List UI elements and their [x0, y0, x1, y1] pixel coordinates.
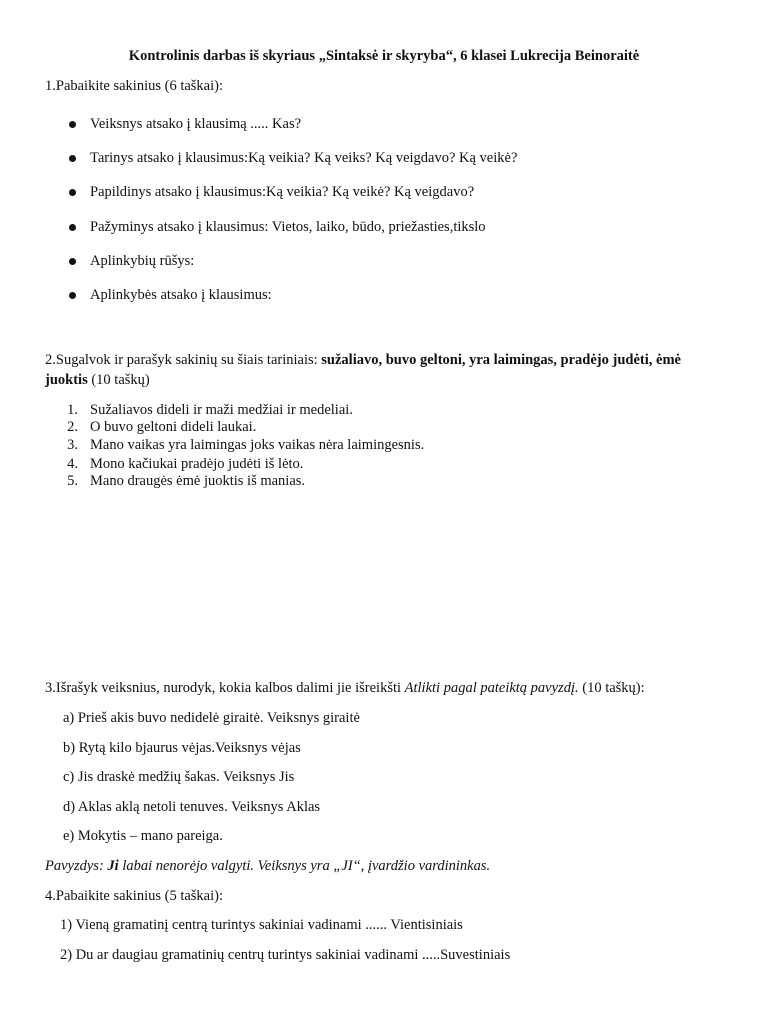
list-item: a) Prieš akis buvo nedidelė giraitė. Veiksnys giraitė [63, 710, 360, 726]
list-item-text: Aplinkybių rūšys: [90, 253, 195, 269]
task2-points: (10 taškų) [87, 372, 150, 388]
bullet-icon [69, 189, 76, 196]
list-item-text: Sužaliavos dideli ir maži medžiai ir medeliai. [90, 402, 353, 418]
task4-heading: 4.Pabaikite sakinius (5 taškai): [45, 888, 223, 904]
list-number: 4. [67, 456, 78, 472]
list-item: e) Mokytis – mano pareiga. [63, 828, 223, 844]
example-subject: Ji [107, 858, 119, 874]
list-number: 3. [67, 437, 78, 453]
list-item-text: Pažyminys atsako į klausimus: Vietos, laiko, būdo, priežasties,tikslo [90, 219, 486, 235]
bullet-icon [69, 292, 76, 299]
task3-instruction: Atlikti pagal pateiktą pavyzdį. [404, 680, 579, 696]
list-item-text: Tarinys atsako į klausimus:Ką veikia? Ką veiks? Ką veigdavo? Ką veikė? [90, 150, 518, 166]
task2-heading [45, 352, 681, 369]
list-item-text: Papildinys atsako į klausimus:Ką veikia? Ką veikė? Ką veigdavo? [90, 184, 475, 200]
task3-heading [45, 680, 645, 697]
list-item: 2) Du ar daugiau gramatinių centrų turintys sakiniai vadinami .....Suvestiniais [60, 947, 511, 963]
task1-heading: 1.Pabaikite sakinius (6 taškai): [45, 78, 223, 94]
list-item-text: Veiksnys atsako į klausimą ..... Kas? [90, 116, 302, 132]
bullet-icon [69, 224, 76, 231]
list-number: 5. [67, 473, 78, 489]
bullet-icon [69, 155, 76, 162]
bullet-icon [69, 258, 76, 265]
list-item-text: Mono kačiukai pradėjo judėti iš lėto. [90, 456, 304, 472]
task2-heading-line2 [45, 372, 150, 389]
list-item: 1) Vieną gramatinį centrą turintys sakiniai vadinami ...... Vientisiniais [60, 917, 463, 933]
task3-heading-text: 3.Išrašyk veiksnius, nurodyk, kokia kalbos dalimi jie išreikšti [45, 680, 405, 696]
list-item-text: Aplinkybės atsako į klausimus: [90, 287, 272, 303]
task2-predicates: sužaliavo, buvo geltoni, yra laimingas, pradėjo judėti, ėmė [321, 352, 681, 368]
task3-example [45, 858, 490, 875]
list-number: 2. [67, 419, 78, 435]
task3-points: (10 taškų): [578, 680, 645, 696]
list-item-text: O buvo geltoni dideli laukai. [90, 419, 257, 435]
list-item-text: Mano vaikas yra laimingas joks vaikas nėra laimingesnis. [90, 437, 425, 453]
page-title: Kontrolinis darbas iš skyriaus „Sintaksė ir skyryba“, 6 klasei Lukrecija Beinoraitė [128, 48, 640, 64]
list-item-text: Mano draugės ėmė juoktis iš manias. [90, 473, 306, 489]
task2-heading-text: 2.Sugalvok ir parašyk sakinių su šiais tariniais: [45, 352, 322, 368]
list-item: b) Rytą kilo bjaurus vėjas.Veiksnys vėjas [63, 740, 301, 756]
list-item: d) Aklas aklą netoli tenuves. Veiksnys Aklas [63, 799, 321, 815]
example-label: Pavyzdys: [45, 858, 108, 874]
example-text: labai nenorėjo valgyti. Veiksnys yra „JI“, įvardžio vardininkas. [118, 858, 491, 874]
bullet-icon [69, 121, 76, 128]
task2-predicate-last: juoktis [45, 372, 88, 388]
list-number: 1. [67, 402, 78, 418]
list-item: c) Jis draskė medžių šakas. Veiksnys Jis [63, 769, 295, 785]
